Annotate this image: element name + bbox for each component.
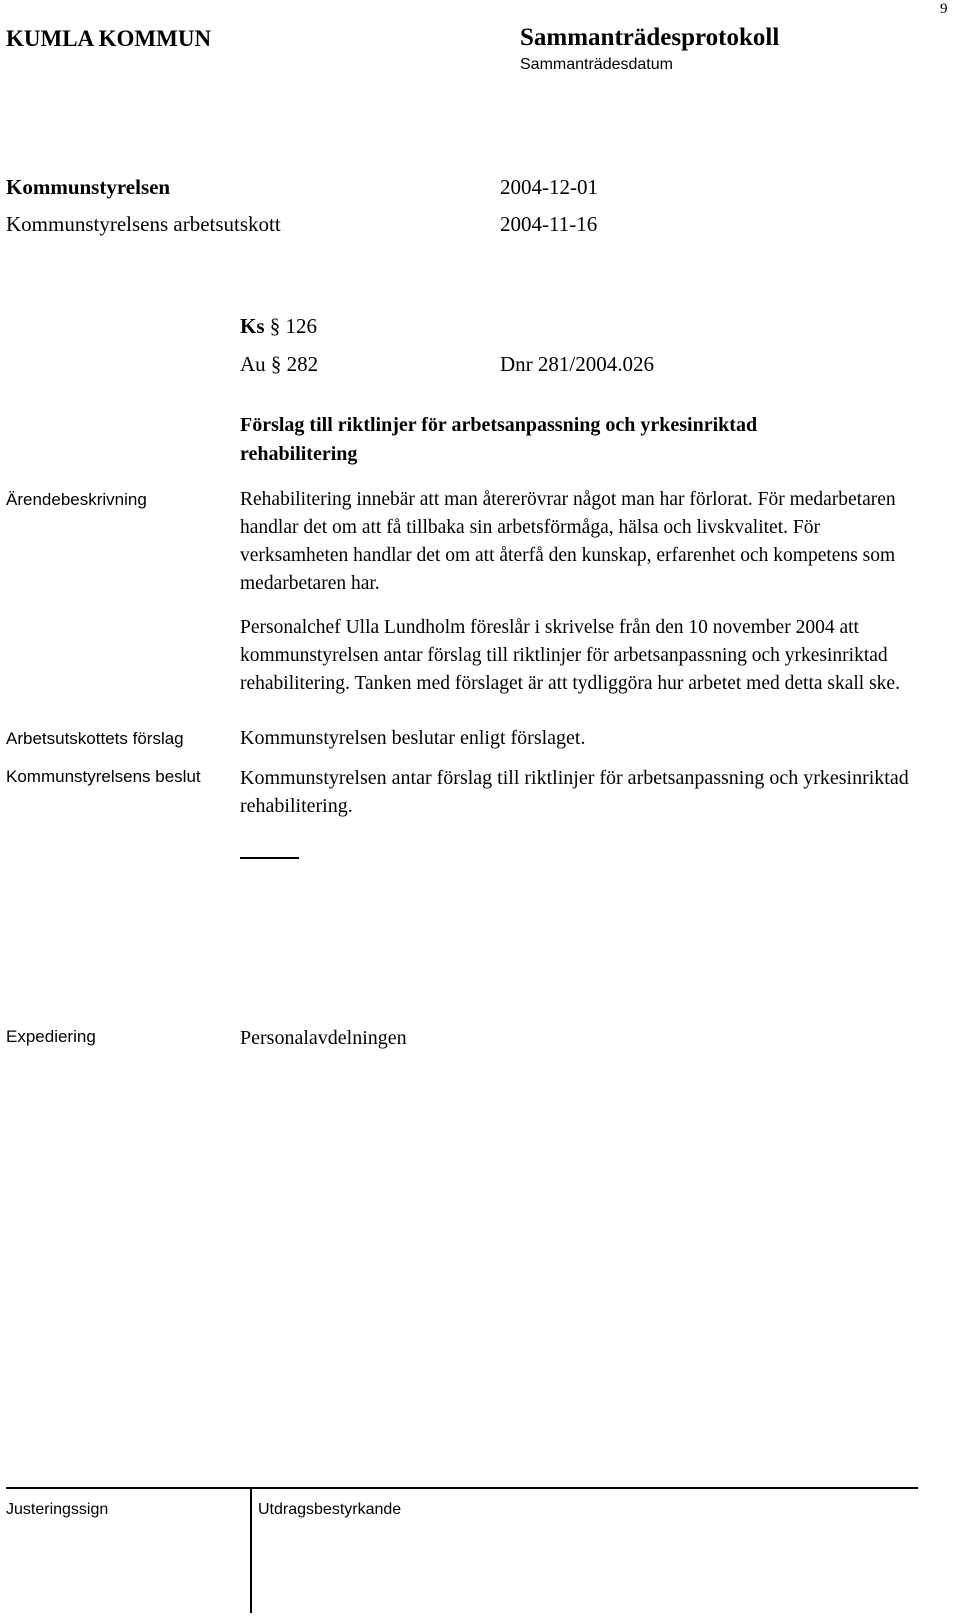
section-label-au-forslag: Arbetsutskottets förslag: [6, 729, 184, 748]
meeting-date-label: Sammanträdesdatum: [520, 56, 673, 73]
section-symbol: §: [270, 352, 282, 376]
section-symbol: §: [269, 314, 281, 338]
meeting-date-ks: 2004-12-01: [500, 175, 598, 199]
section-label-ks-beslut: Kommunstyrelsens beslut: [6, 767, 201, 786]
meeting-body-au: Kommunstyrelsens arbetsutskott: [6, 212, 281, 236]
case-title-line1: Förslag till riktlinjer för arbetsanpassning och yrkesinriktad: [240, 414, 758, 436]
expediering-recipient: Personalavdelningen: [240, 1027, 407, 1049]
document-title: Sammanträdesprotokoll: [520, 24, 780, 51]
page-number: 9: [940, 1, 948, 17]
ks-decision-text: Kommunstyrelsen antar förslag till riktlinjer för arbetsanpassning och yrkesinriktad rehabilitering.: [240, 767, 909, 817]
dnr-number: Dnr 281/2004.026: [500, 352, 654, 376]
au-proposal-text: Kommunstyrelsen beslutar enligt förslaget.: [240, 727, 586, 749]
ks-prefix: Ks: [240, 314, 265, 338]
au-reference: [240, 352, 318, 377]
end-of-decision-rule: [240, 857, 299, 859]
meeting-date-au: 2004-11-16: [500, 212, 598, 236]
ks-reference: [240, 314, 317, 339]
ks-number: 126: [285, 314, 318, 338]
meeting-body-ks: Kommunstyrelsen: [6, 175, 171, 199]
au-prefix: Au: [240, 352, 266, 376]
footer-top-rule: [6, 1487, 918, 1489]
proposal-background-paragraph: Personalchef Ulla Lundholm föreslår i skrivelse från den 10 november 2004 att kommunstyrelsen antar förslag till riktlinjer för arbetsanpassning och yrkesinriktad rehabilitering. Tanken med förslaget är att tydliggöra hur arbetet med detta skall ske.: [240, 617, 900, 694]
au-number: 282: [286, 352, 319, 376]
footer-utdragsbestyrkande: Utdragsbestyrkande: [258, 1501, 402, 1518]
case-description-paragraph: Rehabilitering innebär att man återerövrar något man har förlorat. För medarbetaren handlar det om att få tillbaka sin arbetsförmåga, hälsa och livskvalitet. För verksamheten handlar det om att återfå den kunskap, erfarenhet och kompetens som medarbetaren har.: [240, 489, 896, 594]
footer-justeringssign: Justeringssign: [6, 1501, 109, 1518]
section-label-arendebeskrivning: Ärendebeskrivning: [6, 490, 147, 509]
section-label-expediering: Expediering: [6, 1027, 96, 1046]
footer-divider: [250, 1488, 252, 1613]
organization-name: KUMLA KOMMUN: [6, 26, 212, 51]
case-title-line2: rehabilitering: [240, 443, 358, 465]
